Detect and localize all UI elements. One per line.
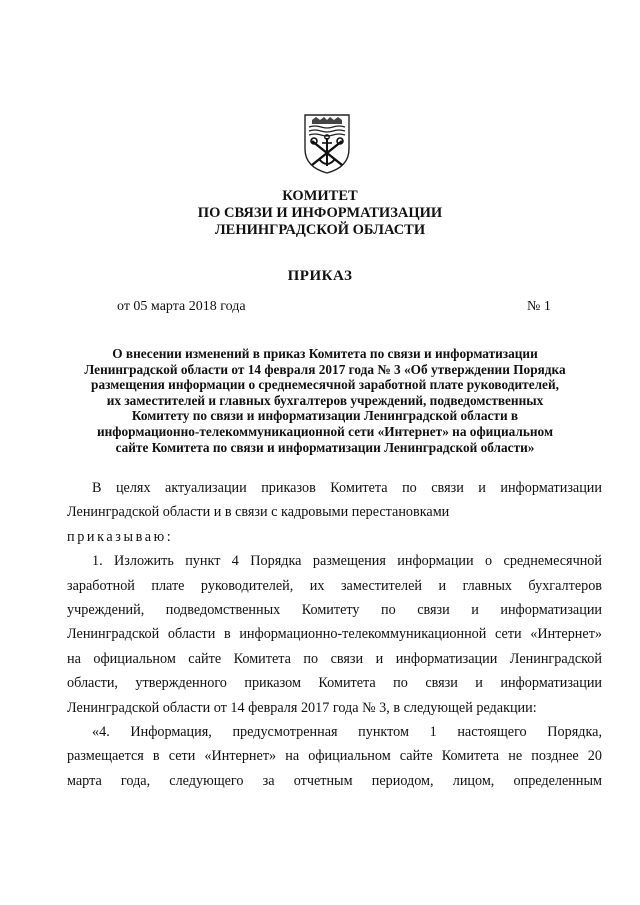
document-date: от 05 марта 2018 года bbox=[117, 299, 246, 314]
document-subject bbox=[40, 346, 610, 455]
subject-line: Комитету по связи и информатизации Ленинградской области в bbox=[131, 408, 519, 424]
body-line: заработной плате руководителей, их заместителей и главных бухгалтеров bbox=[67, 577, 602, 594]
subject-line: размещения информации о среднемесячной заработной плате руководителей, bbox=[91, 377, 559, 393]
body-line: области, утвержденного приказом Комитета по связи и информатизации bbox=[67, 675, 602, 692]
body-line-order-word: приказываю: bbox=[67, 528, 174, 545]
body-line: В целях актуализации приказов Комитета по связи и информатизации bbox=[92, 480, 602, 496]
body-line: размещается в сети «Интернет» на официальном сайте Комитета не позднее 20 bbox=[67, 748, 602, 765]
organization-header bbox=[0, 188, 640, 239]
subject-line: Ленинградской области от 14 февраля 2017 года № 3 «Об утверждении Порядка bbox=[84, 361, 566, 377]
document-number: № 1 bbox=[527, 299, 551, 314]
subject-line: информационно-телекоммуникационной сети «Интернет» на официальном bbox=[96, 423, 553, 439]
body-line: Ленинградской области в информационно-телекоммуникационной сети «Интернет» bbox=[67, 626, 602, 643]
organization-line-3: ЛЕНИНГРАДСКОЙ ОБЛАСТИ bbox=[214, 222, 426, 238]
body-line: Ленинградской области и в связи с кадровыми перестановками bbox=[67, 504, 450, 521]
body-line: «4. Информация, предусмотренная пунктом 1 настоящего Порядка, bbox=[92, 724, 602, 741]
organization-line-1: КОМИТЕТ bbox=[282, 188, 358, 204]
body-line: марта года, следующего за отчетным периодом, лицом, определенным bbox=[67, 772, 602, 789]
leningrad-oblast-coat-of-arms-icon bbox=[302, 113, 352, 175]
organization-line-2: ПО СВЯЗИ И ИНФОРМАТИЗАЦИИ bbox=[197, 205, 443, 221]
subject-line: их заместителей и главных бухгалтеров учреждений, подведомственных bbox=[106, 392, 544, 408]
document-body bbox=[67, 476, 602, 793]
document-type-title: ПРИКАЗ bbox=[287, 268, 353, 284]
subject-line: О внесении изменений в приказ Комитета по связи и информатизации bbox=[112, 346, 538, 361]
body-line: 1. Изложить пункт 4 Порядка размещения информации о среднемесячной bbox=[92, 553, 602, 570]
body-line: Ленинградской области от 14 февраля 2017 года № 3, в следующей редакции: bbox=[67, 699, 537, 716]
body-line: на официальном сайте Комитета по связи и информатизации Ленинградской bbox=[67, 650, 602, 667]
body-line: учреждений, подведомственных Комитету по связи и информатизации bbox=[67, 602, 602, 619]
subject-line: сайте Комитета по связи и информатизации Ленинградской области» bbox=[115, 439, 535, 455]
